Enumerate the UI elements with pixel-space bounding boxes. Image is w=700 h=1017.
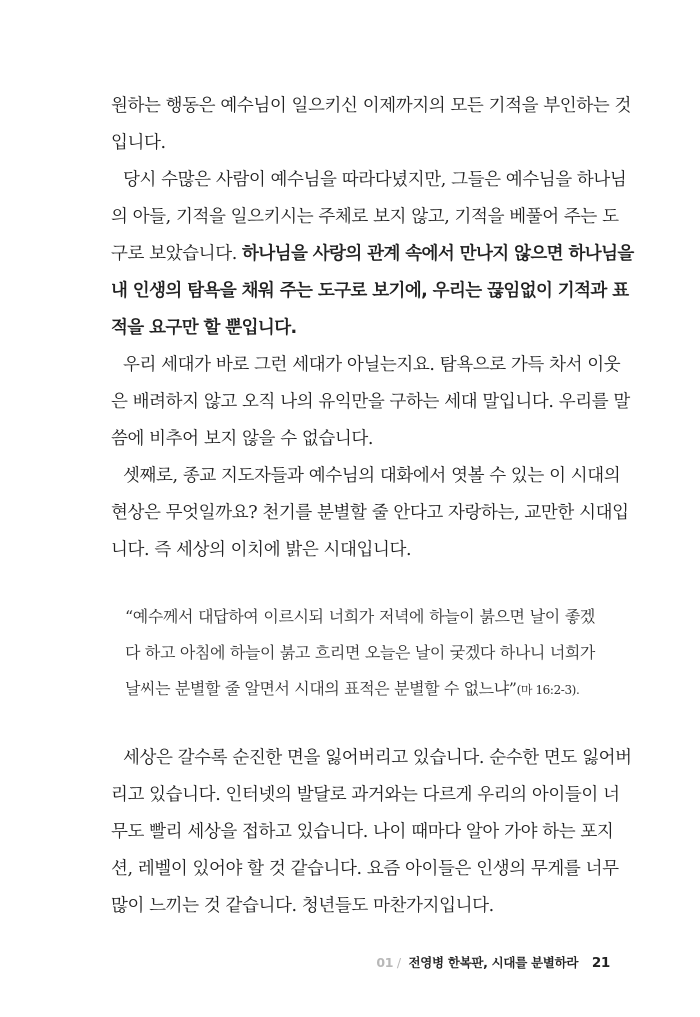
body-line: 니다. 즉 세상의 이치에 밝은 시대입니다. [111,540,412,560]
body-line: 현상은 무엇일까요? 천기를 분별할 줄 안다고 자랑하는, 교만한 시대입 [111,503,629,523]
emphasis-text: 하나님을 사랑의 관계 속에서 만나지 않으면 하나님을 [242,244,634,264]
body-line: 원하는 행동은 예수님이 일으키신 이제까지의 모든 기적을 부인하는 것 [111,96,631,116]
scripture-reference: (마 16:2-3). [516,683,580,697]
page-footer [376,953,610,971]
quote-line: “예수께서 대답하여 이르시되 너희가 저녁에 하늘이 붉으면 날이 좋겠 [125,607,595,626]
chapter-number: 01 [376,955,394,970]
emphasis-line: 적을 요구만 할 뿐입니다. [111,318,297,338]
body-line: 세상은 갈수록 순진한 면을 잃어버리고 있습니다. 순수한 면도 잃어버 [123,748,632,768]
body-line-mixed [111,240,634,265]
quote-text: 날씨는 분별할 줄 알면서 시대의 표적은 분별할 수 없느냐” [125,679,517,698]
body-line: 우리 세대가 바로 그런 세대가 아닐는지요. 탐욕으로 가득 차서 이웃 [123,355,621,375]
body-line: 씀에 비추어 보지 않을 수 없습니다. [111,429,374,449]
body-line: 은 배려하지 않고 오직 나의 유익만을 구하는 세대 말입니다. 우리를 말 [111,392,630,412]
footer-separator: / [396,955,401,970]
body-line: 입니다. [111,133,166,153]
body-line: 많이 느끼는 것 같습니다. 청년들도 마찬가지입니다. [111,896,494,916]
body-line: 의 아들, 기적을 일으키시는 주체로 보지 않고, 기적을 베풀어 주는 도 [111,207,619,227]
emphasis-line: 내 인생의 탐욕을 채워 주는 도구로 보기에, 우리는 끊임없이 기적과 표 [111,281,629,301]
quote-line-with-reference [125,676,595,699]
body-line: 무도 빨리 세상을 접하고 있습니다. 나이 때마다 알아 가야 하는 포지 [111,822,614,842]
page-number: 21 [591,955,610,971]
body-line: 션, 레벨이 있어야 할 것 같습니다. 요즘 아이들은 인생의 무게를 너무 [111,859,619,879]
body-line: 당시 수많은 사람이 예수님을 따라다녔지만, 그들은 예수님을 하나님 [123,170,627,190]
quote-line: 다 하고 아침에 하늘이 붉고 흐리면 오늘은 날이 궂겠다 하나니 너희가 [125,643,595,662]
plain-text: 구로 보았습니다. [111,244,243,264]
running-title: 전영병 한복판, 시대를 분별하라 [408,955,579,970]
body-line: 셋째로, 종교 지도자들과 예수님의 대화에서 엿볼 수 있는 이 시대의 [123,466,621,486]
body-line: 리고 있습니다. 인터넷의 발달로 과거와는 다르게 우리의 아이들이 너 [111,785,620,805]
